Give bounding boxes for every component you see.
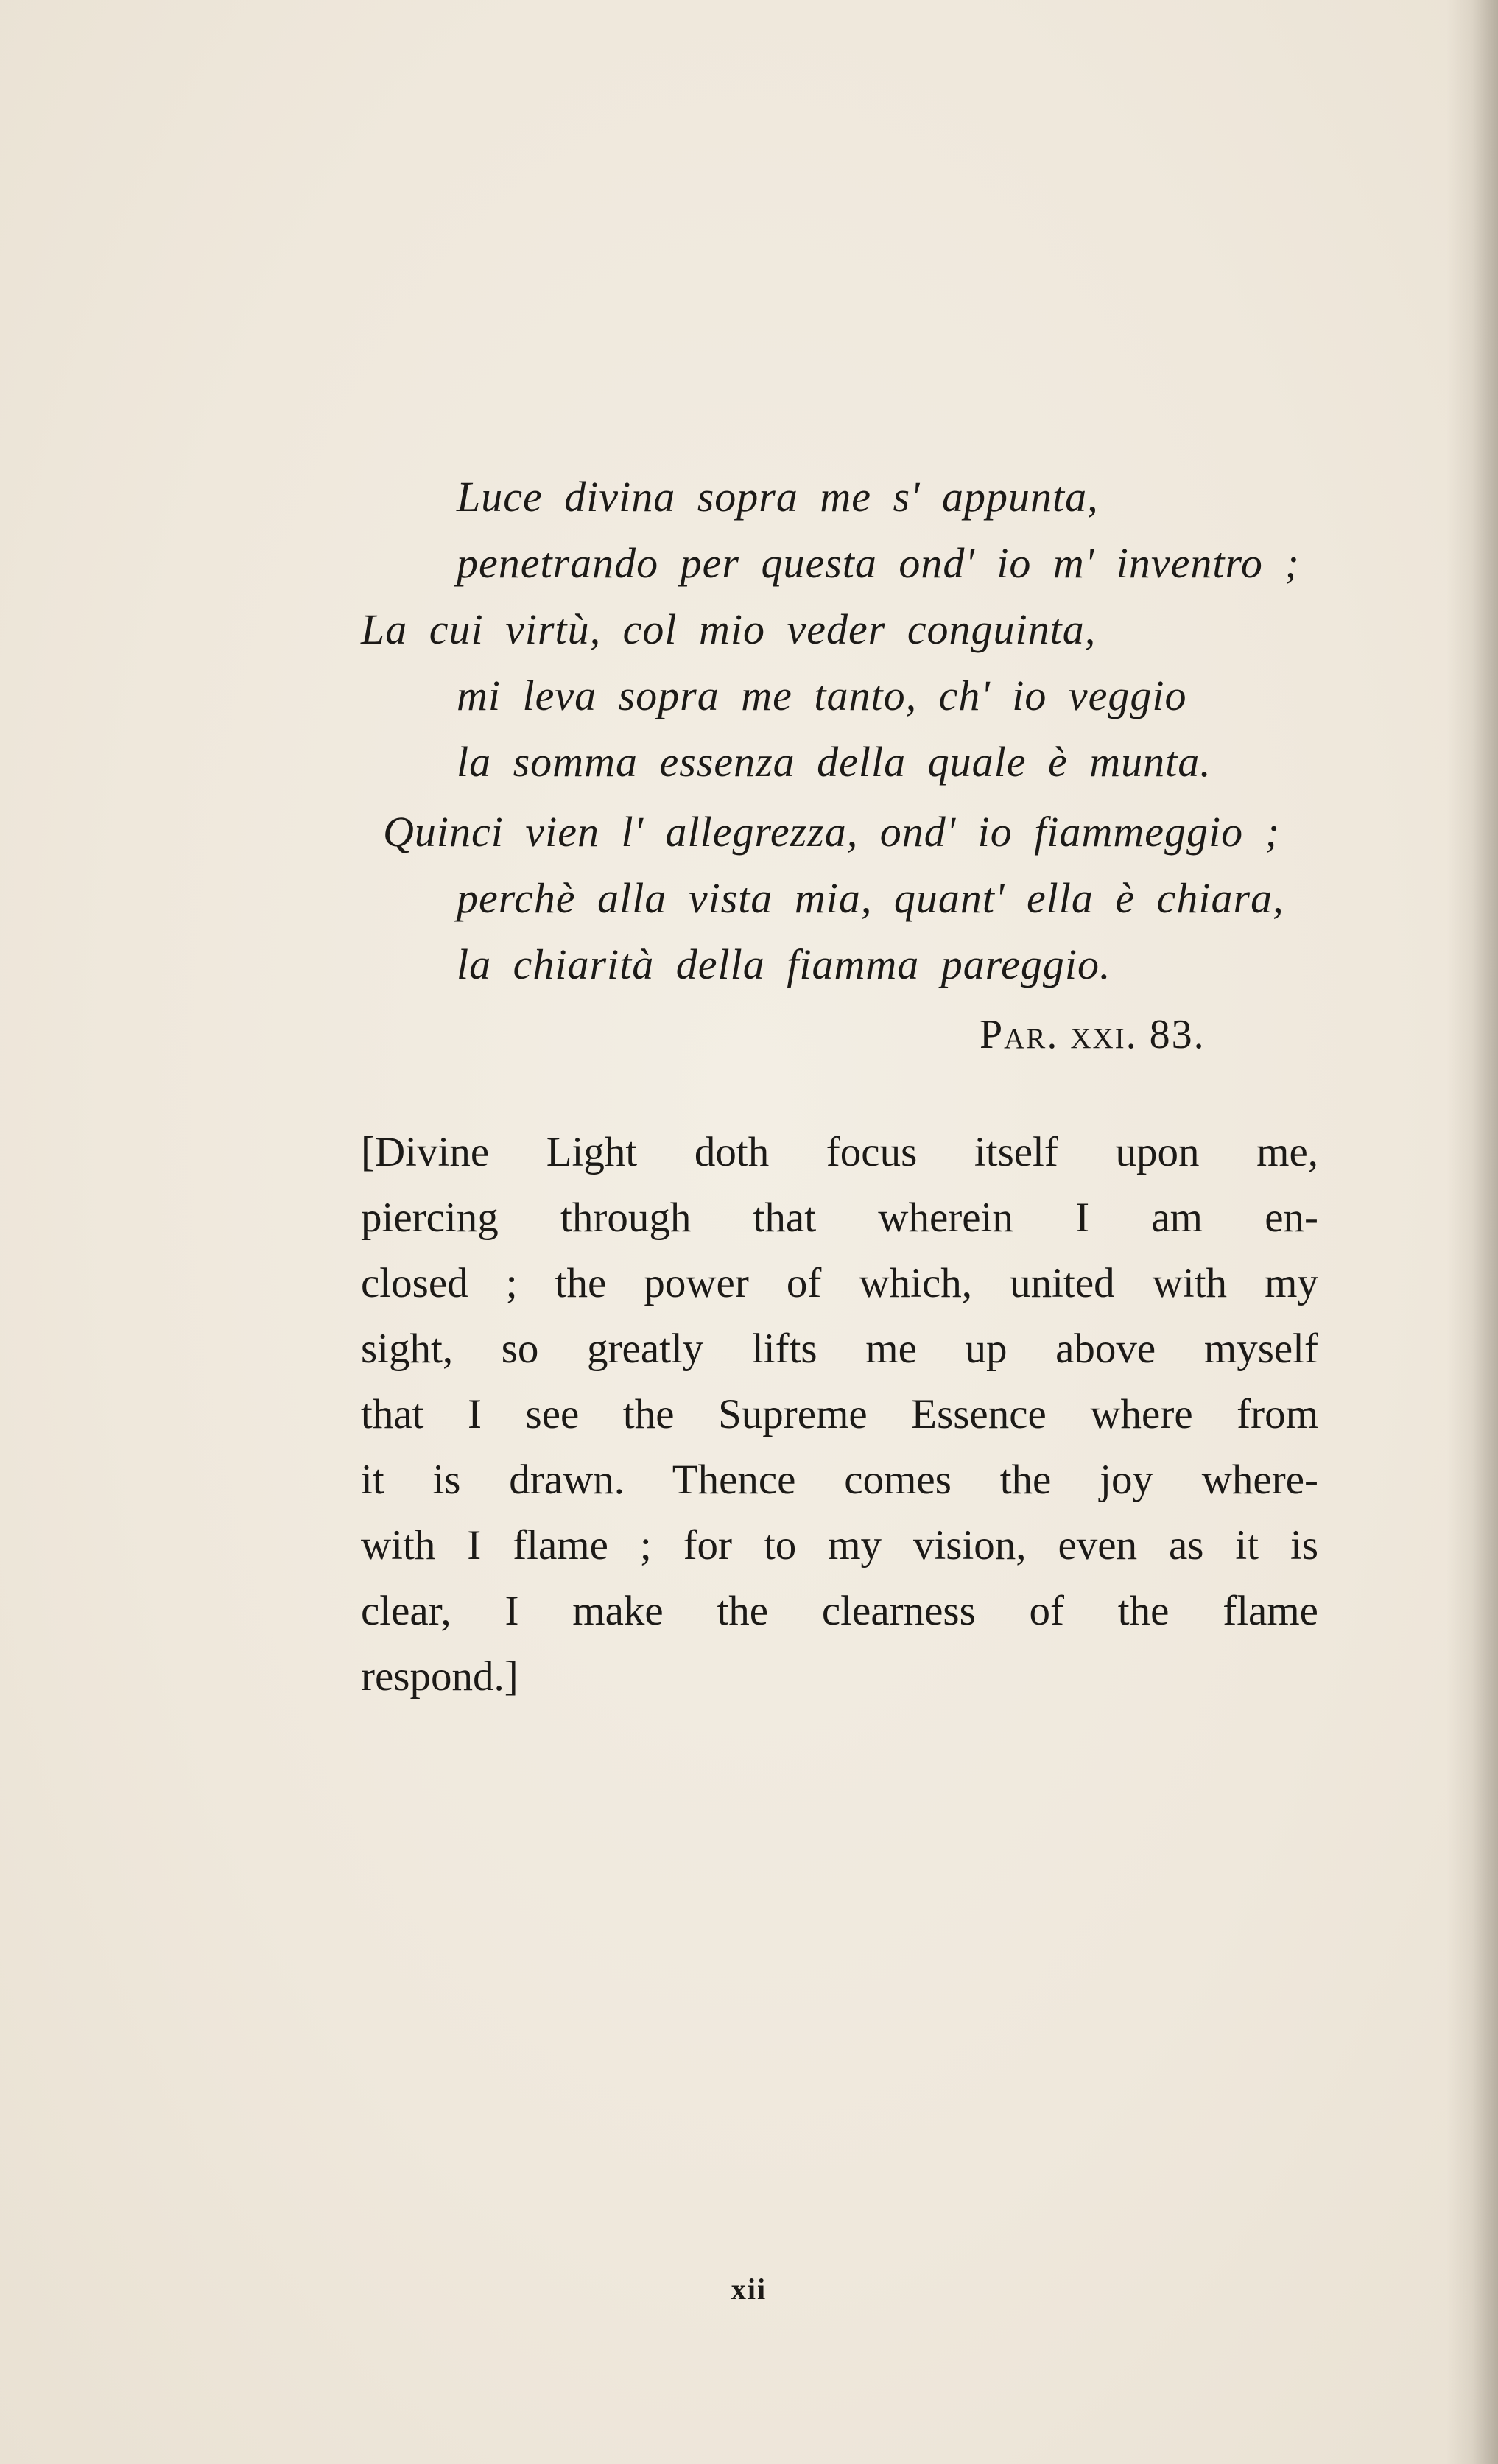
page-number: xii (731, 2273, 767, 2306)
prose-line-7: with I flame ; for to my vision, even as it is (361, 1522, 1318, 1569)
english-translation (361, 1119, 1318, 1709)
prose-line-3: closed ; the power of which, united with my (361, 1260, 1318, 1306)
prose-line-9: respond.] (361, 1653, 518, 1700)
prose-line-2: piercing through that wherein I am en- (361, 1194, 1318, 1241)
prose-line-1: [Divine Light doth focus itself upon me, (361, 1129, 1318, 1175)
verse-line-8: la chiarità della fiamma pareggio. (457, 940, 1111, 988)
prose-line-5: that I see the Supreme Essence where from (361, 1391, 1318, 1437)
prose-line-4: sight, so greatly lifts me up above myself (361, 1326, 1318, 1372)
verse-line-4: mi leva sopra me tanto, ch' io veggio (457, 672, 1187, 719)
verse-line-7: perchè alla vista mia, quant' ella è chiara, (457, 874, 1284, 922)
verse-line-1: Luce divina sopra me s' appunta, (457, 473, 1099, 521)
verse-line-3: La cui virtù, col mio veder conguinta, (361, 605, 1097, 653)
prose-line-6: it is drawn. Thence comes the joy where- (361, 1457, 1318, 1503)
verse-line-6: Quinci vien l' allegrezza, ond' io fiammeggio ; (383, 808, 1280, 856)
verse-line-2: penetrando per questa ond' io m' inventro ; (457, 539, 1300, 587)
citation: Par. xxi. 83. (980, 1012, 1206, 1057)
spine-shadow (1446, 0, 1498, 2464)
prose-line-8: clear, I make the clearness of the flame (361, 1588, 1318, 1634)
verse-line-5: la somma essenza della quale è munta. (457, 738, 1212, 786)
